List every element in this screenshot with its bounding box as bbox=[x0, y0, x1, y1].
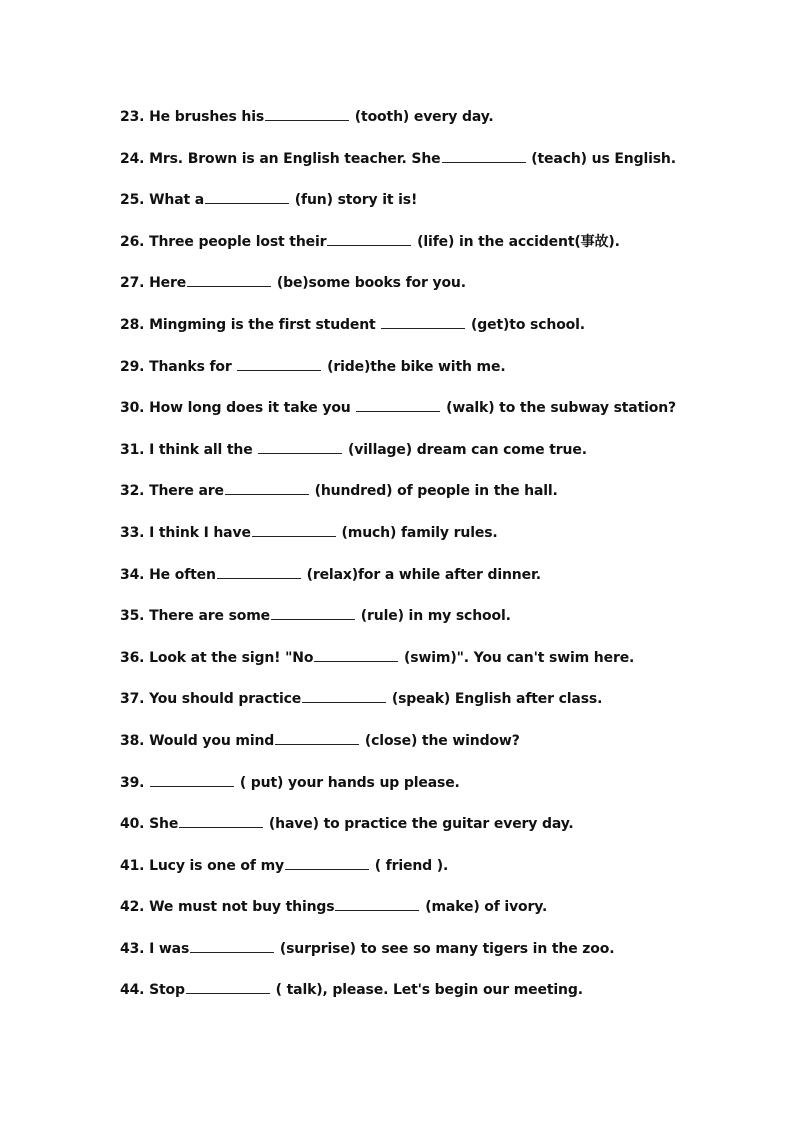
answer-blank[interactable] bbox=[217, 564, 301, 579]
question-text-after: (relax)for a while after dinner. bbox=[301, 566, 541, 583]
question-number: 32. bbox=[120, 483, 145, 500]
question-number: 44. bbox=[120, 982, 145, 999]
question-item bbox=[120, 562, 760, 604]
question-text-before: You should practice bbox=[144, 691, 302, 708]
question-number: 30. bbox=[120, 400, 145, 417]
question-text-after: (fun) story it is! bbox=[290, 192, 418, 209]
question-item bbox=[120, 686, 760, 728]
answer-blank[interactable] bbox=[252, 522, 336, 537]
question-item bbox=[120, 853, 760, 895]
question-text-before: Mrs. Brown is an English teacher. She bbox=[144, 150, 441, 167]
question-text-before: Three people lost their bbox=[144, 233, 327, 250]
answer-blank[interactable] bbox=[271, 605, 355, 620]
question-number: 42. bbox=[120, 899, 145, 916]
answer-blank[interactable] bbox=[275, 730, 359, 745]
answer-blank[interactable] bbox=[190, 938, 274, 953]
question-number: 31. bbox=[120, 441, 145, 458]
answer-blank[interactable] bbox=[335, 896, 419, 911]
answer-blank[interactable] bbox=[327, 231, 411, 246]
answer-blank[interactable] bbox=[442, 148, 526, 163]
answer-blank[interactable] bbox=[150, 772, 234, 787]
question-text-after: (village) dream can come true. bbox=[343, 441, 587, 458]
question-text-after: (be)some books for you. bbox=[272, 275, 466, 292]
answer-blank[interactable] bbox=[314, 647, 398, 662]
question-text-before: I think all the bbox=[144, 441, 258, 458]
question-item bbox=[120, 104, 760, 146]
answer-blank[interactable] bbox=[225, 480, 309, 495]
question-text-after: ( put) your hands up please. bbox=[235, 774, 460, 791]
question-number: 39. bbox=[120, 774, 145, 791]
question-item bbox=[120, 312, 760, 354]
answer-blank[interactable] bbox=[258, 439, 342, 454]
question-text-after: (ride)the bike with me. bbox=[322, 358, 506, 375]
answer-blank[interactable] bbox=[356, 397, 440, 412]
answer-blank[interactable] bbox=[381, 314, 465, 329]
question-text-after: ( talk), please. Let's begin our meeting. bbox=[270, 982, 583, 999]
question-item bbox=[120, 520, 760, 562]
question-number: 34. bbox=[120, 566, 145, 583]
answer-blank[interactable] bbox=[285, 855, 369, 870]
question-number: 43. bbox=[120, 940, 145, 957]
question-text-before: Mingming is the first student bbox=[144, 316, 381, 333]
question-text-before: We must not buy things bbox=[144, 899, 335, 916]
answer-blank[interactable] bbox=[205, 189, 289, 204]
question-number: 33. bbox=[120, 524, 145, 541]
question-item bbox=[120, 770, 760, 812]
question-number: 35. bbox=[120, 608, 145, 625]
question-text-before: There are bbox=[144, 483, 224, 500]
question-text-after: (hundred) of people in the hall. bbox=[309, 483, 558, 500]
question-number: 25. bbox=[120, 192, 145, 209]
question-text-after: (tooth) every day. bbox=[350, 109, 494, 125]
question-number: 28. bbox=[120, 316, 145, 333]
question-text-after: (close) the window? bbox=[360, 732, 520, 749]
question-number: 40. bbox=[120, 816, 145, 833]
question-text-before: How long does it take you bbox=[144, 400, 356, 417]
question-text-before: I was bbox=[144, 940, 190, 957]
question-text-before: Would you mind bbox=[144, 732, 275, 749]
question-item bbox=[120, 811, 760, 853]
question-text-before bbox=[144, 775, 149, 791]
question-item bbox=[120, 894, 760, 936]
question-number: 24. bbox=[120, 150, 145, 167]
answer-blank[interactable] bbox=[302, 688, 386, 703]
question-text-after: ( friend ). bbox=[369, 857, 449, 874]
question-text-before: Thanks for bbox=[144, 358, 237, 375]
question-item bbox=[120, 603, 760, 645]
question-text-before: I think I have bbox=[144, 524, 251, 541]
question-item bbox=[120, 146, 760, 188]
question-text-before: Stop bbox=[144, 982, 185, 999]
question-text-before: Here bbox=[144, 275, 187, 292]
answer-blank[interactable] bbox=[186, 979, 270, 994]
question-text-after: (rule) in my school. bbox=[356, 608, 511, 625]
question-item bbox=[120, 354, 760, 396]
answer-blank[interactable] bbox=[187, 272, 271, 287]
question-text-after: (make) of ivory. bbox=[420, 899, 548, 916]
question-item bbox=[120, 187, 760, 229]
question-text-before: He often bbox=[144, 566, 216, 583]
answer-blank[interactable] bbox=[179, 813, 263, 828]
question-number: 23. bbox=[120, 109, 145, 125]
question-number: 26. bbox=[120, 233, 145, 250]
question-text-after: (teach) us English. bbox=[526, 150, 676, 167]
question-number: 29. bbox=[120, 358, 145, 375]
question-number: 38. bbox=[120, 732, 145, 749]
question-item bbox=[120, 395, 760, 437]
question-number: 27. bbox=[120, 275, 145, 292]
question-number: 37. bbox=[120, 691, 145, 708]
question-item bbox=[120, 270, 760, 312]
question-text-after: (have) to practice the guitar every day. bbox=[264, 816, 574, 833]
question-text-after: (surprise) to see so many tigers in the zoo. bbox=[275, 940, 615, 957]
answer-blank[interactable] bbox=[237, 356, 321, 371]
question-text-after: (get)to school. bbox=[466, 316, 585, 333]
question-text-before: What a bbox=[144, 192, 205, 209]
question-item bbox=[120, 478, 760, 520]
question-text-before: He brushes his bbox=[144, 109, 265, 125]
question-text-after: (life) in the accident(事故). bbox=[412, 233, 620, 250]
question-item bbox=[120, 936, 760, 978]
answer-blank[interactable] bbox=[265, 106, 349, 121]
question-item bbox=[120, 645, 760, 687]
question-item bbox=[120, 437, 760, 479]
question-text-after: (speak) English after class. bbox=[387, 691, 603, 708]
question-text-before: Lucy is one of my bbox=[144, 857, 284, 874]
question-text-after: (much) family rules. bbox=[336, 524, 498, 541]
question-item bbox=[120, 229, 760, 271]
question-number: 36. bbox=[120, 649, 145, 666]
question-text-after: (swim)". You can't swim here. bbox=[399, 649, 635, 666]
question-text-before: Look at the sign! "No bbox=[144, 649, 314, 666]
question-item bbox=[120, 977, 760, 1019]
question-text-before: There are some bbox=[144, 608, 271, 625]
question-list bbox=[120, 104, 760, 1019]
question-item bbox=[120, 728, 760, 770]
question-text-after: (walk) to the subway station? bbox=[441, 400, 677, 417]
question-text-before: She bbox=[144, 816, 179, 833]
question-number: 41. bbox=[120, 857, 145, 874]
